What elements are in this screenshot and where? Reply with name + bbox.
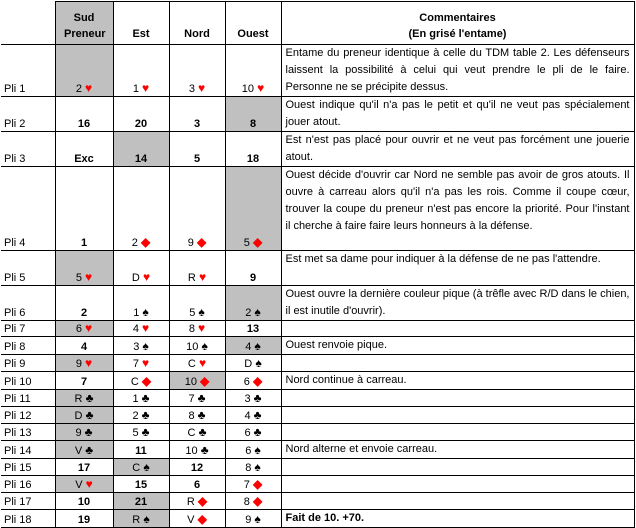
card-rank: 5 bbox=[193, 153, 201, 165]
card-rank: 2 bbox=[80, 307, 88, 319]
card-rank: 8 bbox=[188, 410, 195, 422]
trick-row bbox=[1, 355, 634, 372]
card-ouest bbox=[225, 321, 281, 337]
card-rank: 7 bbox=[243, 479, 250, 491]
trick-comment: Ouest renvoie pique. bbox=[281, 337, 634, 355]
trick-row bbox=[1, 407, 634, 424]
card-rank: 6 bbox=[243, 376, 250, 388]
header-commentaires bbox=[281, 2, 634, 45]
card-nord bbox=[169, 510, 225, 528]
card-rank: 4 bbox=[132, 323, 139, 335]
spade-icon: ♠ bbox=[142, 339, 149, 353]
trick-label: Pli 12 bbox=[1, 407, 55, 424]
card-rank: 3 bbox=[193, 118, 201, 130]
diamond-icon: ◆ bbox=[196, 235, 207, 249]
card-est bbox=[113, 167, 169, 251]
card-rank: D bbox=[131, 272, 140, 284]
header-corner bbox=[1, 2, 55, 45]
heart-icon: ♥ bbox=[198, 81, 206, 95]
header-ouest: Ouest bbox=[225, 2, 281, 45]
spade-icon: ♠ bbox=[143, 460, 150, 474]
card-rank: C bbox=[132, 462, 141, 474]
card-ouest bbox=[225, 251, 281, 286]
card-rank: R bbox=[186, 496, 195, 508]
card-sud bbox=[55, 132, 113, 167]
trick-label: Pli 15 bbox=[1, 459, 55, 476]
heart-icon: ♥ bbox=[85, 81, 93, 95]
trick-label: Pli 16 bbox=[1, 476, 55, 493]
card-nord bbox=[169, 45, 225, 97]
spade-icon: ♠ bbox=[143, 512, 150, 526]
card-rank: 15 bbox=[134, 479, 148, 491]
card-est bbox=[113, 459, 169, 476]
trick-row bbox=[1, 45, 634, 97]
card-rank: 8 bbox=[188, 323, 195, 335]
card-ouest bbox=[225, 510, 281, 528]
tricks-body bbox=[1, 45, 634, 528]
card-rank: 2 bbox=[245, 307, 252, 319]
card-rank: 8 bbox=[243, 496, 250, 508]
card-rank: 9 bbox=[75, 358, 82, 370]
card-ouest bbox=[225, 337, 281, 355]
card-nord bbox=[169, 476, 225, 493]
trick-label: Pli 6 bbox=[1, 286, 55, 321]
club-icon: ♣ bbox=[141, 391, 150, 405]
spade-icon: ♠ bbox=[142, 305, 149, 319]
card-ouest bbox=[225, 97, 281, 132]
card-nord bbox=[169, 321, 225, 337]
card-rank: 12 bbox=[190, 462, 204, 474]
club-icon: ♣ bbox=[85, 391, 94, 405]
header-nord: Nord bbox=[169, 2, 225, 45]
club-icon: ♣ bbox=[197, 391, 206, 405]
card-ouest bbox=[225, 459, 281, 476]
trick-row bbox=[1, 167, 634, 251]
card-sud bbox=[55, 167, 113, 251]
trick-label: Pli 4 bbox=[1, 167, 55, 251]
trick-comment: Est met sa dame pour indiquer à la défense de ne pas l'attendre. bbox=[281, 251, 634, 286]
card-ouest bbox=[225, 424, 281, 441]
trick-comment bbox=[281, 493, 634, 510]
card-nord bbox=[169, 372, 225, 390]
diamond-icon: ◆ bbox=[197, 494, 208, 508]
card-rank: Exc bbox=[74, 153, 94, 165]
heart-icon: ♥ bbox=[198, 356, 207, 370]
card-nord bbox=[169, 407, 225, 424]
card-ouest bbox=[225, 286, 281, 321]
card-rank: D bbox=[244, 358, 253, 370]
card-ouest bbox=[225, 476, 281, 493]
heart-icon: ♥ bbox=[85, 321, 93, 335]
diamond-icon: ◆ bbox=[140, 235, 151, 249]
card-ouest bbox=[225, 493, 281, 510]
trick-row bbox=[1, 441, 634, 459]
card-est bbox=[113, 286, 169, 321]
spade-icon: ♠ bbox=[254, 339, 261, 353]
club-icon: ♣ bbox=[141, 408, 150, 422]
card-sud bbox=[55, 424, 113, 441]
card-est bbox=[113, 441, 169, 459]
card-nord bbox=[169, 132, 225, 167]
card-ouest bbox=[225, 45, 281, 97]
card-rank: 2 bbox=[132, 410, 139, 422]
card-nord bbox=[169, 459, 225, 476]
card-rank: 10 bbox=[77, 496, 91, 508]
card-rank: 6 bbox=[193, 479, 201, 491]
card-rank: D bbox=[74, 410, 83, 422]
card-sud bbox=[55, 286, 113, 321]
card-ouest bbox=[225, 441, 281, 459]
card-sud bbox=[55, 390, 113, 407]
trick-row bbox=[1, 286, 634, 321]
trick-row bbox=[1, 424, 634, 441]
card-est bbox=[113, 355, 169, 372]
card-rank: 3 bbox=[244, 393, 251, 405]
card-rank: 5 bbox=[243, 237, 250, 249]
diamond-icon: ◆ bbox=[141, 374, 152, 388]
trick-row bbox=[1, 459, 634, 476]
card-nord bbox=[169, 97, 225, 132]
card-est bbox=[113, 493, 169, 510]
card-sud bbox=[55, 459, 113, 476]
trick-comment: Nord alterne et envoie carreau. bbox=[281, 441, 634, 459]
heart-icon: ♥ bbox=[142, 270, 151, 284]
trick-row bbox=[1, 132, 634, 167]
card-rank: 3 bbox=[188, 83, 195, 95]
spade-icon: ♠ bbox=[255, 356, 262, 370]
header-est: Est bbox=[113, 2, 169, 45]
card-est bbox=[113, 476, 169, 493]
card-rank: 9 bbox=[75, 427, 82, 439]
trick-comment bbox=[281, 355, 634, 372]
card-ouest bbox=[225, 390, 281, 407]
trick-comment bbox=[281, 476, 634, 493]
card-rank: 7 bbox=[132, 358, 139, 370]
card-rank: 1 bbox=[132, 83, 139, 95]
card-ouest bbox=[225, 355, 281, 372]
card-est bbox=[113, 97, 169, 132]
heart-icon: ♥ bbox=[142, 356, 150, 370]
heart-icon: ♥ bbox=[142, 81, 150, 95]
trick-row bbox=[1, 390, 634, 407]
trick-label: Pli 18 bbox=[1, 510, 55, 528]
club-icon: ♣ bbox=[253, 425, 262, 439]
card-rank: 20 bbox=[134, 118, 148, 130]
heart-icon: ♥ bbox=[257, 81, 265, 95]
card-rank: 2 bbox=[75, 83, 82, 95]
card-sud bbox=[55, 493, 113, 510]
card-nord bbox=[169, 355, 225, 372]
card-ouest bbox=[225, 372, 281, 390]
trick-label: Pli 2 bbox=[1, 97, 55, 132]
card-rank: 14 bbox=[134, 153, 148, 165]
trick-label: Pli 14 bbox=[1, 441, 55, 459]
card-rank: R bbox=[132, 514, 141, 526]
spade-icon: ♠ bbox=[254, 443, 261, 457]
trick-label: Pli 17 bbox=[1, 493, 55, 510]
card-rank: 3 bbox=[133, 341, 140, 353]
card-rank: 6 bbox=[244, 427, 251, 439]
card-rank: 8 bbox=[249, 118, 257, 130]
card-rank: 10 bbox=[186, 341, 199, 353]
trick-comment: Est n'est pas placé pour ouvrir et ne veut pas forcément une jouerie atout. bbox=[281, 132, 634, 167]
card-rank: C bbox=[187, 358, 196, 370]
card-rank: 1 bbox=[80, 237, 88, 249]
card-rank: 17 bbox=[77, 462, 91, 474]
spade-icon: ♠ bbox=[254, 512, 261, 526]
club-icon: ♣ bbox=[198, 425, 207, 439]
heart-icon: ♥ bbox=[85, 477, 93, 491]
diamond-icon: ◆ bbox=[252, 235, 263, 249]
card-sud bbox=[55, 476, 113, 493]
trick-comment: Fait de 10. +70. bbox=[281, 510, 634, 528]
spade-icon: ♠ bbox=[254, 305, 261, 319]
trick-label: Pli 13 bbox=[1, 424, 55, 441]
trick-label: Pli 1 bbox=[1, 45, 55, 97]
diamond-icon: ◆ bbox=[200, 374, 210, 388]
club-icon: ♣ bbox=[85, 408, 94, 422]
header-row bbox=[1, 2, 634, 45]
trick-comment bbox=[281, 390, 634, 407]
card-rank: 21 bbox=[134, 496, 148, 508]
card-nord bbox=[169, 493, 225, 510]
trick-comment bbox=[281, 424, 634, 441]
card-est bbox=[113, 390, 169, 407]
trick-comment bbox=[281, 407, 634, 424]
card-rank: 5 bbox=[189, 307, 196, 319]
card-rank: 11 bbox=[135, 445, 147, 457]
card-rank: 13 bbox=[246, 323, 260, 335]
trick-label: Pli 5 bbox=[1, 251, 55, 286]
trick-row bbox=[1, 510, 634, 528]
card-rank: 6 bbox=[75, 323, 82, 335]
trick-row bbox=[1, 476, 634, 493]
card-est bbox=[113, 337, 169, 355]
card-rank: 18 bbox=[246, 153, 260, 165]
card-rank: 1 bbox=[133, 307, 140, 319]
trick-comment: Ouest décide d'ouvrir car Nord ne semble pas avoir de gros atouts. Il ouvre à carreau alors qu'il n'a pas les rois. Comme il coupe cœur, trouver la coupe du preneur n'est pas encore la priorité. Pour l'instant il cherche à faire faire leurs honneurs à la défense. bbox=[281, 167, 634, 251]
trick-row bbox=[1, 97, 634, 132]
diamond-icon: ◆ bbox=[252, 494, 263, 508]
club-icon: ♣ bbox=[85, 443, 94, 457]
club-icon: ♣ bbox=[197, 408, 206, 422]
card-nord bbox=[169, 251, 225, 286]
card-rank: 4 bbox=[244, 410, 251, 422]
card-rank: 7 bbox=[188, 393, 195, 405]
trick-label: Pli 11 bbox=[1, 390, 55, 407]
heart-icon: ♥ bbox=[85, 356, 93, 370]
card-rank: 2 bbox=[131, 237, 138, 249]
card-rank: 16 bbox=[77, 118, 91, 130]
card-sud bbox=[55, 321, 113, 337]
trick-row bbox=[1, 337, 634, 355]
club-icon: ♣ bbox=[253, 408, 262, 422]
card-rank: 10 bbox=[241, 83, 255, 95]
card-ouest bbox=[225, 407, 281, 424]
trick-comment: Nord continue à carreau. bbox=[281, 372, 634, 390]
card-est bbox=[113, 132, 169, 167]
trick-row bbox=[1, 321, 634, 337]
club-icon: ♣ bbox=[141, 425, 150, 439]
club-icon: ♣ bbox=[200, 443, 209, 457]
card-rank: 8 bbox=[245, 462, 252, 474]
card-sud bbox=[55, 251, 113, 286]
card-sud bbox=[55, 45, 113, 97]
spade-icon: ♠ bbox=[201, 339, 208, 353]
card-rank: V bbox=[75, 479, 83, 491]
card-rank: 9 bbox=[187, 237, 194, 249]
heart-icon: ♥ bbox=[198, 270, 207, 284]
card-rank: 7 bbox=[80, 376, 88, 388]
trick-label: Pli 7 bbox=[1, 321, 55, 337]
card-est bbox=[113, 251, 169, 286]
card-rank: C bbox=[130, 376, 139, 388]
card-rank: V bbox=[74, 445, 83, 457]
card-est bbox=[113, 321, 169, 337]
card-est bbox=[113, 372, 169, 390]
card-sud bbox=[55, 407, 113, 424]
card-sud bbox=[55, 372, 113, 390]
trick-row bbox=[1, 493, 634, 510]
card-rank: R bbox=[74, 393, 83, 405]
trick-comment: Entame du preneur identique à celle du TDM table 2. Les défenseurs laissent la possibilité à celui qui veut prendre le pli de le faire. Personne ne se précipite dessus. bbox=[281, 45, 634, 97]
trick-label: Pli 8 bbox=[1, 337, 55, 355]
diamond-icon: ◆ bbox=[252, 477, 263, 491]
card-rank: V bbox=[187, 514, 195, 526]
card-sud bbox=[55, 337, 113, 355]
card-rank: 10 bbox=[184, 376, 197, 388]
header-sud: Sud Preneur bbox=[55, 2, 113, 45]
card-rank: 19 bbox=[77, 514, 91, 526]
card-nord bbox=[169, 424, 225, 441]
card-nord bbox=[169, 286, 225, 321]
card-rank: 4 bbox=[245, 341, 252, 353]
card-ouest bbox=[225, 132, 281, 167]
card-ouest bbox=[225, 167, 281, 251]
tarot-deal-table bbox=[1, 1, 635, 528]
card-est bbox=[113, 45, 169, 97]
club-icon: ♣ bbox=[253, 391, 262, 405]
heart-icon: ♥ bbox=[198, 321, 206, 335]
card-nord bbox=[169, 390, 225, 407]
card-est bbox=[113, 510, 169, 528]
trick-label: Pli 3 bbox=[1, 132, 55, 167]
card-rank: 5 bbox=[132, 427, 139, 439]
card-sud bbox=[55, 355, 113, 372]
card-rank: 10 bbox=[185, 445, 198, 457]
trick-comment bbox=[281, 459, 634, 476]
card-rank: 9 bbox=[245, 514, 252, 526]
card-rank: 4 bbox=[80, 341, 88, 353]
heart-icon: ♥ bbox=[142, 321, 150, 335]
heart-icon: ♥ bbox=[85, 270, 93, 284]
commentaires-title: Commentaires bbox=[419, 12, 496, 24]
card-rank: 9 bbox=[249, 272, 257, 284]
card-sud bbox=[55, 97, 113, 132]
card-rank: 1 bbox=[132, 393, 139, 405]
trick-label: Pli 9 bbox=[1, 355, 55, 372]
card-sud bbox=[55, 510, 113, 528]
diamond-icon: ◆ bbox=[252, 374, 263, 388]
card-rank: 6 bbox=[245, 445, 252, 457]
card-nord bbox=[169, 337, 225, 355]
card-nord bbox=[169, 441, 225, 459]
card-rank: R bbox=[187, 272, 196, 284]
trick-comment: Ouest indique qu'il n'a pas le petit et qu'il ne veut pas spécialement jouer atout. bbox=[281, 97, 634, 132]
commentaires-subtitle: (En grisé l'entame) bbox=[408, 28, 507, 40]
card-est bbox=[113, 424, 169, 441]
card-rank: 5 bbox=[75, 272, 82, 284]
card-rank: C bbox=[187, 427, 196, 439]
spade-icon: ♠ bbox=[254, 460, 261, 474]
trick-comment: Ouest ouvre la dernière couleur pique (à trêfle avec R/D dans le chien, il est inutile d'ouvrir). bbox=[281, 286, 634, 321]
trick-label: Pli 10 bbox=[1, 372, 55, 390]
trick-comment bbox=[281, 321, 634, 337]
card-est bbox=[113, 407, 169, 424]
trick-row bbox=[1, 372, 634, 390]
spade-icon: ♠ bbox=[198, 305, 205, 319]
diamond-icon: ◆ bbox=[197, 512, 207, 526]
card-nord bbox=[169, 167, 225, 251]
trick-row bbox=[1, 251, 634, 286]
club-icon: ♣ bbox=[84, 425, 93, 439]
card-sud bbox=[55, 441, 113, 459]
